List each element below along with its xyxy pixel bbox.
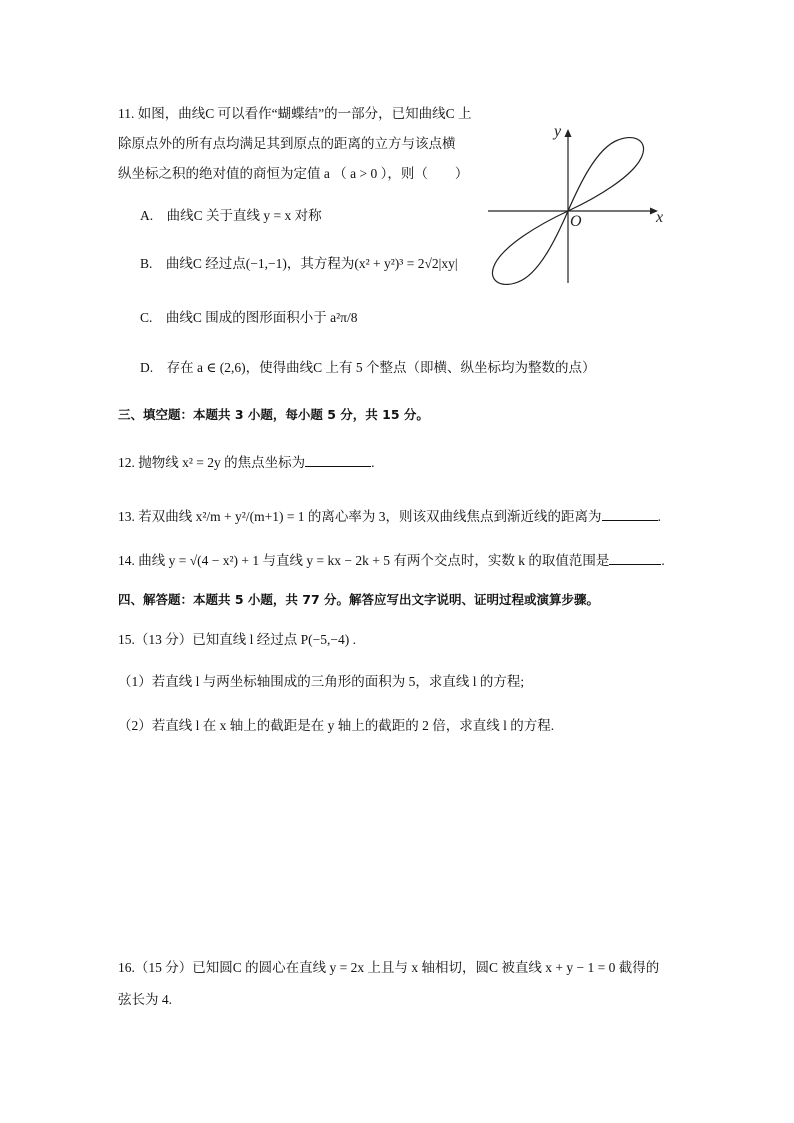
q15-part1: （1）若直线 l 与两坐标轴围成的三角形的面积为 5，求直线 l 的方程; <box>118 674 525 689</box>
q13-answer-blank <box>602 506 658 521</box>
q11-option-c: C. 曲线C 围成的图形面积小于 a²π/8 <box>140 310 358 325</box>
q12-line <box>118 452 375 473</box>
curve-lobe-upper-right <box>568 138 644 211</box>
q11-option-d: D. 存在 a ∈ (2,6)，使得曲线C 上有 5 个整点（即横、纵坐标均为整数的点） <box>140 360 596 375</box>
q14-line <box>118 550 665 571</box>
q14-end: . <box>661 553 665 568</box>
q15-stem: 15.（13 分）已知直线 l 经过点 P(−5,−4) . <box>118 632 356 647</box>
q16-line2: 弦长为 4. <box>118 992 172 1007</box>
bowtie-curve-figure <box>486 118 666 288</box>
y-axis-label: y <box>554 123 562 140</box>
q13-text: 13. 若双曲线 x²/m + y²/(m+1) = 1 的离心率为 3，则该双曲线焦点到渐近线的距离为 <box>118 509 602 524</box>
q12-end: . <box>371 455 375 470</box>
curve-lobe-lower-left <box>492 211 568 284</box>
q11-option-b: B. 曲线C 经过点(−1,−1)，其方程为(x² + y²)³ = 2√2|xy| <box>140 256 458 271</box>
q13-line <box>118 506 661 527</box>
q14-answer-blank <box>609 550 661 565</box>
q11-option-a: A. 曲线C 关于直线 y = x 对称 <box>140 208 322 223</box>
q14-text: 14. 曲线 y = √(4 − x²) + 1 与直线 y = kx − 2k + 5 有两个交点时，实数 k 的取值范围是 <box>118 553 610 568</box>
q13-end: . <box>657 509 661 524</box>
origin-label: O <box>570 213 582 230</box>
q15-part2: （2）若直线 l 在 x 轴上的截距是在 y 轴上的截距的 2 倍，求直线 l 的方程. <box>118 718 555 733</box>
q11-stem-line1: 11. 如图，曲线C 可以看作“蝴蝶结”的一部分，已知曲线C 上 <box>118 106 472 121</box>
q12-text: 12. 抛物线 x² = 2y 的焦点坐标为 <box>118 455 306 470</box>
section4-heading: 四、解答题：本题共 5 小题，共 77 分。解答应写出文字说明、证明过程或演算步骤。 <box>118 592 600 607</box>
x-axis-label: x <box>656 209 664 226</box>
q11-stem-line3: 纵坐标之积的绝对值的商恒为定值 a （ a > 0 ），则（ ） <box>118 166 469 181</box>
y-axis-arrow-icon <box>565 129 572 137</box>
q11-stem-line2: 除原点外的所有点均满足其到原点的距离的立方与该点横 <box>118 136 456 151</box>
section3-heading: 三、填空题：本题共 3 小题，每小题 5 分，共 15 分。 <box>118 407 429 422</box>
q12-answer-blank <box>305 452 371 467</box>
q16-line1: 16.（15 分）已知圆C 的圆心在直线 y = 2x 上且与 x 轴相切，圆C 被直线 x + y − 1 = 0 截得的 <box>118 960 660 975</box>
